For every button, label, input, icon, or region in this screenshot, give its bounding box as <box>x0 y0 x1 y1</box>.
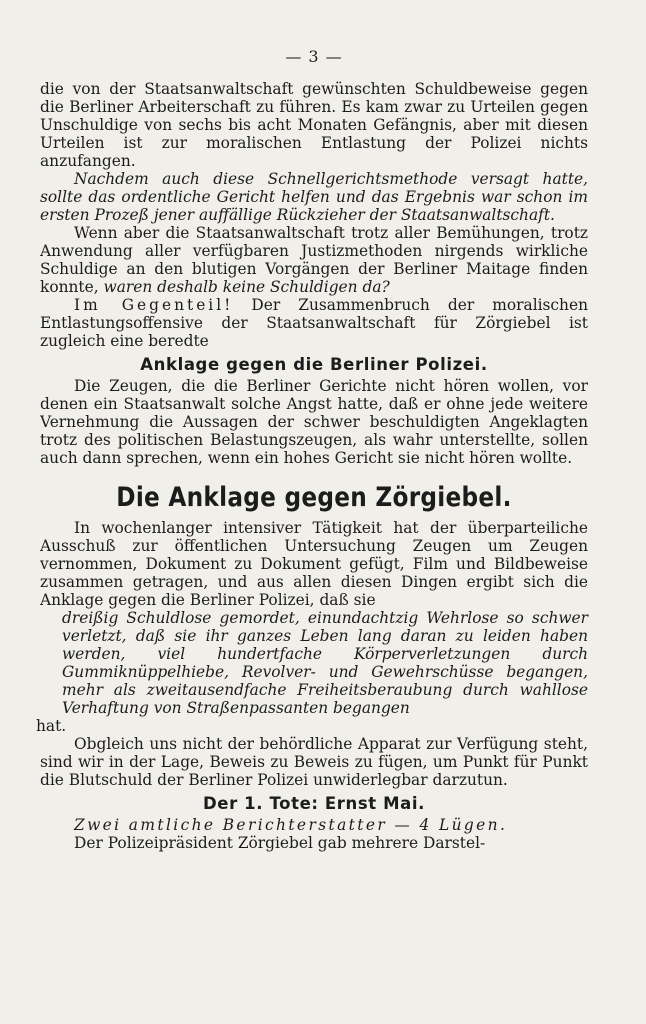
paragraph-1: die von der Staatsanwaltschaft gewünschten Schuldbeweise gegen die Berliner Arbeiterschaft zu führen. Es kam zwar zu Urteilen gegen Unschuldige von sechs bis acht Monaten Gefängnis, aber mit diesen Urteilen ist zur moralischen Entlastung der Polizei nichts anzufangen. <box>40 80 588 170</box>
accusation-list: dreißig Schuldlose gemordet, einundachtzig Wehrlose so schwer verletzt, daß sie ihr ganzes Leben lang daran zu leiden haben werden, viel hundertfache Körperverletzungen durch Gummiknüppelhiebe, Revolver- und Gewehrschüsse begangen, mehr als zweitausendfache Freiheitsberaubung durch wahllose Verhaftung von Straßenpassanten begangen <box>62 609 588 717</box>
section-heading-first-death: Der 1. Tote: Ernst Mai. <box>203 794 425 813</box>
paragraph-5: Die Zeugen, die die Berliner Gerichte nicht hören wollen, vor denen ein Staatsanwalt solche Angst hatte, daß er ohne jede weitere Vernehmung die Aussagen der schwer beschuldigten Angeklagten trotz des politischen Belastungszeugen, als wahr unterstellte, sollen auch dann sprechen, wenn ein hohes Gericht sie nicht hören wollte. <box>40 377 588 467</box>
paragraph-8: Der Polizeipräsident Zörgiebel gab mehrere Darstel- <box>74 834 486 852</box>
paragraph-4-text: Der Zusammenbruch der moralischen Entlastungsoffensive der Staatsanwaltschaft für Zörgiebel ist zugleich eine beredte <box>40 296 588 350</box>
paragraph-3-text: Wenn aber die Staatsanwaltschaft trotz aller Bemühungen, trotz Anwendung aller verfügbaren Justizmethoden nirgends wirkliche Schuldige an den blutigen Vorgängen der Berliner Maitage finden konnte, <box>40 224 588 296</box>
subheading-reporters: Zwei amtliche Berichterstatter — 4 Lügen. <box>74 816 508 834</box>
hat-word: hat. <box>36 717 67 735</box>
paragraph-6: In wochenlanger intensiver Tätigkeit hat der überparteiliche Ausschuß zur öffentlichen Untersuchung Zeugen um Zeugen vernommen, Dokument zu Dokument gefügt, Film und Bildbeweise zusammen getragen, und aus allen diesen Dingen ergibt sich die Anklage gegen die Berliner Polizei, daß sie <box>40 519 588 609</box>
section-heading-police: Anklage gegen die Berliner Polizei. <box>140 355 488 374</box>
paragraph-4-emphasis: Im Gegenteil! <box>74 296 234 314</box>
paragraph-2-italic: Nachdem auch diese Schnellgerichtsmethode versagt hatte, sollte das ordentliche Gericht helfen und das Ergebnis war schon im ersten Prozeß jener auffällige Rückzieher der Staatsanwaltschaft. <box>40 170 588 224</box>
paragraph-3-question: waren deshalb keine Schuldigen da? <box>103 278 390 296</box>
document-page <box>36 47 588 852</box>
page-number: — 3 — <box>285 47 343 66</box>
paragraph-4 <box>40 296 588 350</box>
paragraph-7: Obgleich uns nicht der behördliche Apparat zur Verfügung steht, sind wir in der Lage, Beweis zu Beweis zu fügen, um Punkt für Punkt die Blutschuld der Berliner Polizei unwiderlegbar darzutun. <box>40 735 588 789</box>
main-heading: Die Anklage gegen Zörgiebel. <box>116 482 512 513</box>
paragraph-3 <box>40 224 588 296</box>
